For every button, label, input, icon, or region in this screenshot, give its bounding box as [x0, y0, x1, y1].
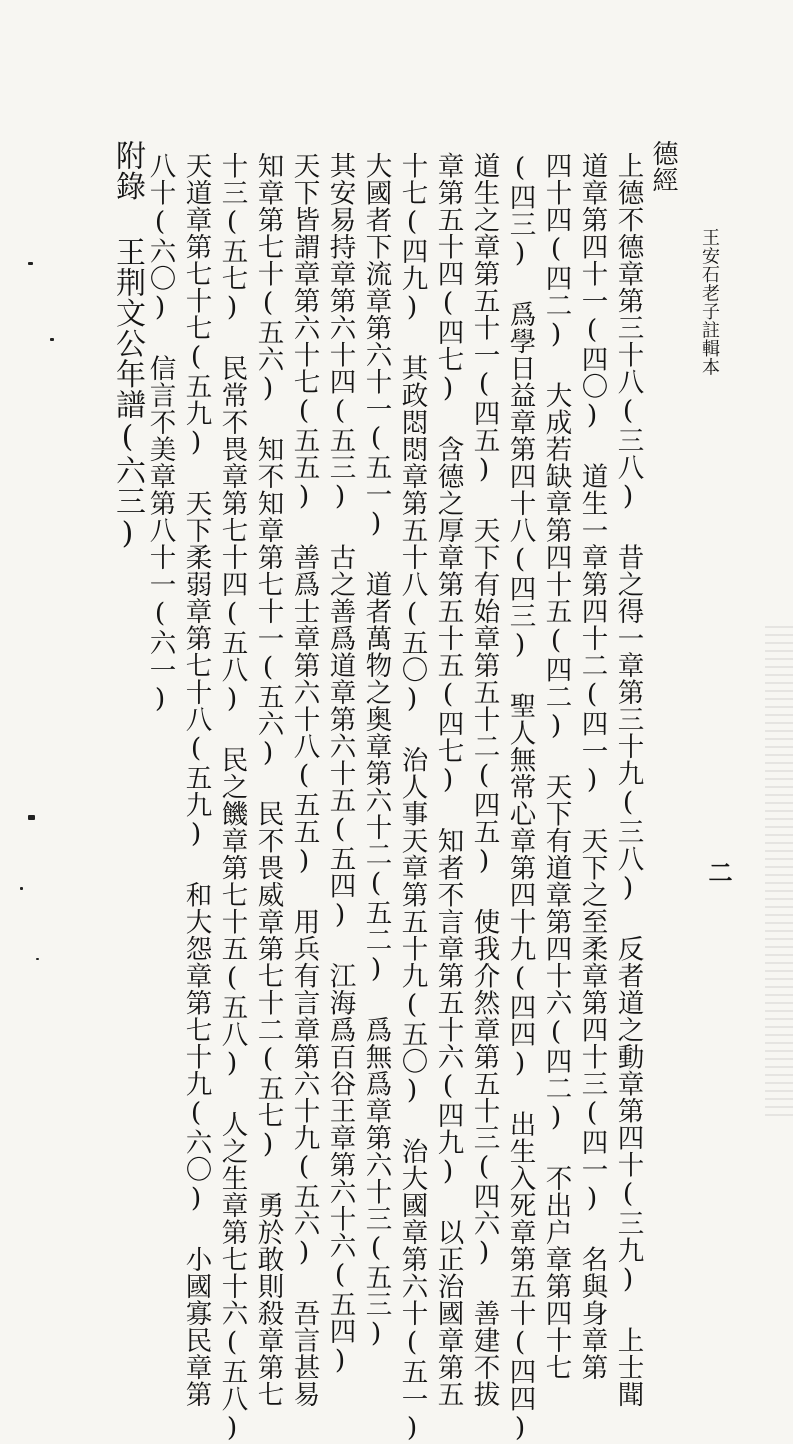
section-heading: 德經: [648, 140, 678, 193]
scan-speck: [20, 887, 23, 890]
toc-line: 四十四(四二) 大成若缺章第四十五(四二) 天下有道章第四十六(四二) 不出户章第四十七: [540, 152, 572, 1381]
toc-line: 大國者下流章第六十一(五一) 道者萬物之奥章第六十二(五二) 爲無爲章第六十三(五三): [360, 152, 392, 1349]
running-header: 王安石老子註輯本: [699, 228, 720, 376]
appendix-entry: 附錄 王荆文公年譜(六三): [110, 140, 145, 552]
scan-speck: [50, 338, 54, 341]
page-number: 二: [704, 860, 733, 885]
toc-line: 十三(五七) 民常不畏章第七十四(五八) 民之饑章第七十五(五八) 人之生章第七十六(五八): [216, 152, 248, 1444]
toc-line: 八十(六〇) 信言不美章第八十一(六一): [144, 152, 176, 715]
scan-speck: [28, 262, 33, 265]
toc-line: 道章第四十一(四〇) 道生一章第四十二(四一) 天下之至柔章第四十三(四一) 名與身章第: [576, 152, 608, 1381]
toc-line: 天道章第七十七(五九) 天下柔弱章第七十八(五九) 和大怨章第七十九(六〇) 小國寡民章第: [180, 152, 212, 1408]
toc-line: 上德不德章第三十八(三八) 昔之得一章第三十九(三八) 反者道之動章第四十(三九) 上士聞: [612, 152, 644, 1408]
scan-edge-noise: [765, 620, 793, 1120]
toc-line: 十七(四九) 其政悶悶章第五十八(五〇) 治人事天章第五十九(五〇) 治大國章第六十(五一): [396, 152, 428, 1444]
toc-line: 其安易持章第六十四(五三) 古之善爲道章第六十五(五四) 江海爲百谷王章第六十六(五四): [324, 152, 356, 1376]
scan-speck: [36, 958, 39, 960]
toc-line: (四三) 爲學日益章第四十八(四三) 聖人無常心章第四十九(四四) 出生入死章第五十(四四): [504, 152, 536, 1444]
toc-line: 章第五十四(四七) 含德之厚章第五十五(四七) 知者不言章第五十六(四九) 以正治國章第五: [432, 152, 464, 1408]
toc-line: 道生之章第五十一(四五) 天下有始章第五十二(四五) 使我介然章第五十三(四六) 善建不拔: [468, 152, 500, 1408]
scan-speck: [28, 815, 35, 820]
toc-line: 知章第七十(五六) 知不知章第七十一(五六) 民不畏威章第七十二(五七) 勇於敢則殺章第七: [252, 152, 284, 1408]
toc-line: 天下皆謂章第六十七(五五) 善爲士章第六十八(五五) 用兵有言章第六十九(五六) 吾言甚易: [288, 152, 320, 1408]
